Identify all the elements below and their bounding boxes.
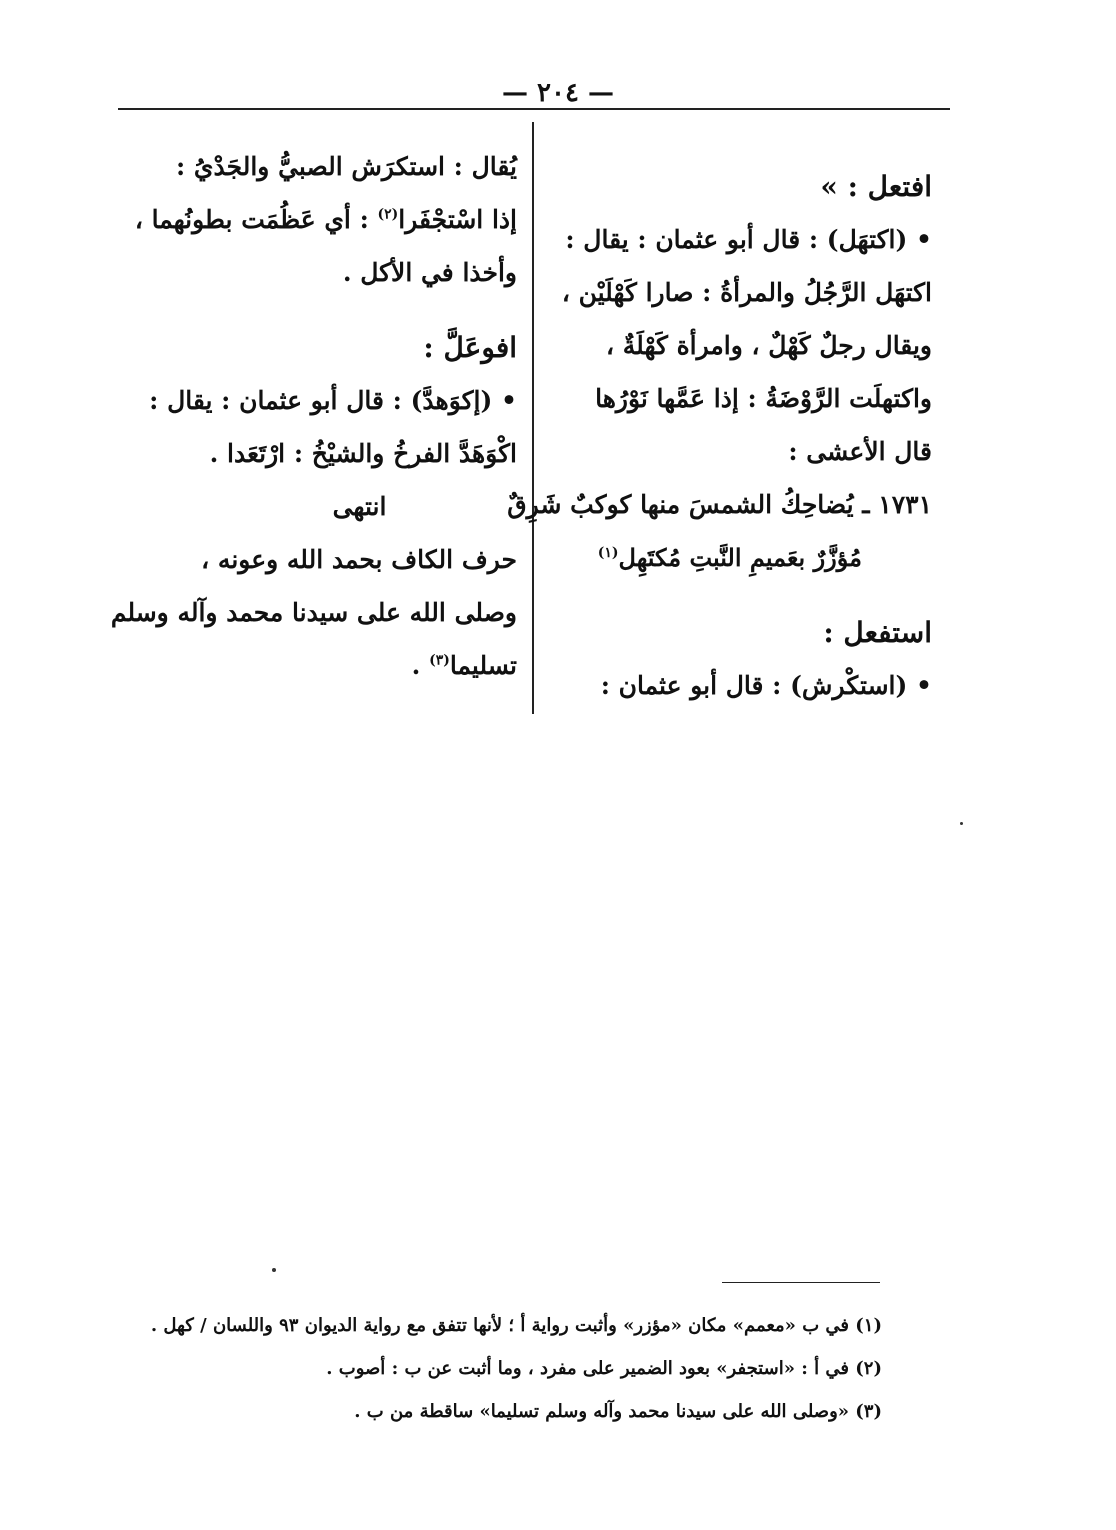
verse-line-2 bbox=[552, 531, 932, 584]
closing-line-1: حرف الكاف بحمد الله وعونه ، bbox=[201, 545, 517, 574]
ink-speck bbox=[272, 1268, 276, 1272]
section-heading-iftaal: افتعل : » bbox=[820, 170, 932, 203]
closing-line-3-text: تسليما bbox=[449, 651, 517, 680]
left-line-3: وأخذا في الأكل . bbox=[342, 258, 517, 287]
footnote-ref-3: (٣) bbox=[429, 652, 450, 669]
footnotes bbox=[140, 1304, 882, 1433]
entry-iktahal-line-1: • (اكتهَل) : قال أبو عثمان : يقال : bbox=[565, 225, 932, 254]
footnote-ref-1: (١) bbox=[597, 545, 619, 561]
left-line-2-rest: : أي عَظُمَت بطونُهما ، bbox=[134, 205, 378, 234]
entry-iktahal-line-4: واكتهلَت الرَّوْضَةُ : إذا عَمَّها نَوْرُها bbox=[595, 384, 932, 413]
page-number: — ٢٠٤ — bbox=[501, 78, 615, 108]
column-divider bbox=[532, 122, 534, 714]
entry-iktahal-line-5: قال الأعشى : bbox=[788, 437, 932, 466]
right-column bbox=[507, 160, 932, 712]
footnote-1: (١) في ب «معمم» مكان «مؤزر» وأثبت رواية أ ؛ لأنها تتفق مع رواية الديوان ٩٣ واللسان / كهل . bbox=[150, 1315, 882, 1336]
verse-line-1: ١٧٣١ ـ يُضاحِكُ الشمسَ منها كوكبٌ شَرِقٌ bbox=[507, 490, 932, 519]
end-word: انتهى bbox=[332, 492, 387, 521]
left-line-2-text: إذا اسْتجْفَرا bbox=[398, 205, 517, 234]
entry-iktahal-line-2: اكتهَل الرَّجُلُ والمرأةُ : صارا كَهْلَيْن ، bbox=[561, 278, 932, 307]
entry-ikwahadd-line-1: • (إكوَهدَّ) : قال أبو عثمان : يقال : bbox=[149, 386, 517, 415]
closing-line-2: وصلى الله على سيدنا محمد وآله وسلم bbox=[110, 598, 517, 627]
header-rule bbox=[118, 108, 950, 110]
entry-istakrash: • (استكْرش) : قال أبو عثمان : bbox=[600, 671, 932, 700]
footnote-ref-2: (٢) bbox=[377, 206, 399, 223]
verse-line-2-text: مُؤزَّرٌ بعَميمِ النَّبتِ مُكتَهِل bbox=[618, 543, 862, 572]
entry-ikwahadd-line-2: اكْوَهَدَّ الفرخُ والشيْخُ : ارْتَعَدا . bbox=[209, 439, 517, 468]
ink-speck bbox=[960, 822, 963, 825]
left-column bbox=[112, 140, 517, 692]
closing-line-3-end: . bbox=[411, 651, 430, 680]
footnote-3: (٣) «وصلى الله على سيدنا محمد وآله وسلم تسليما» ساقطة من ب . bbox=[354, 1401, 882, 1422]
section-heading-istafaal: استفعل : bbox=[823, 616, 932, 649]
closing-line-3 bbox=[112, 639, 517, 692]
entry-iktahal-line-3: ويقال رجلٌ كَهْلٌ ، وامرأة كَهْلَةٌ ، bbox=[606, 331, 932, 360]
left-line-1: يُقال : استكرَش الصبيُّ والجَدْيُ : bbox=[175, 152, 517, 181]
section-heading-ifawaall: افوعَلَّ : bbox=[423, 331, 517, 364]
footnote-rule bbox=[722, 1282, 880, 1283]
footnote-2: (٢) في أ : «استجفر» بعود الضمير على مفرد ، وما أثبت عن ب : أصوب . bbox=[326, 1358, 882, 1379]
left-line-2 bbox=[112, 193, 517, 246]
